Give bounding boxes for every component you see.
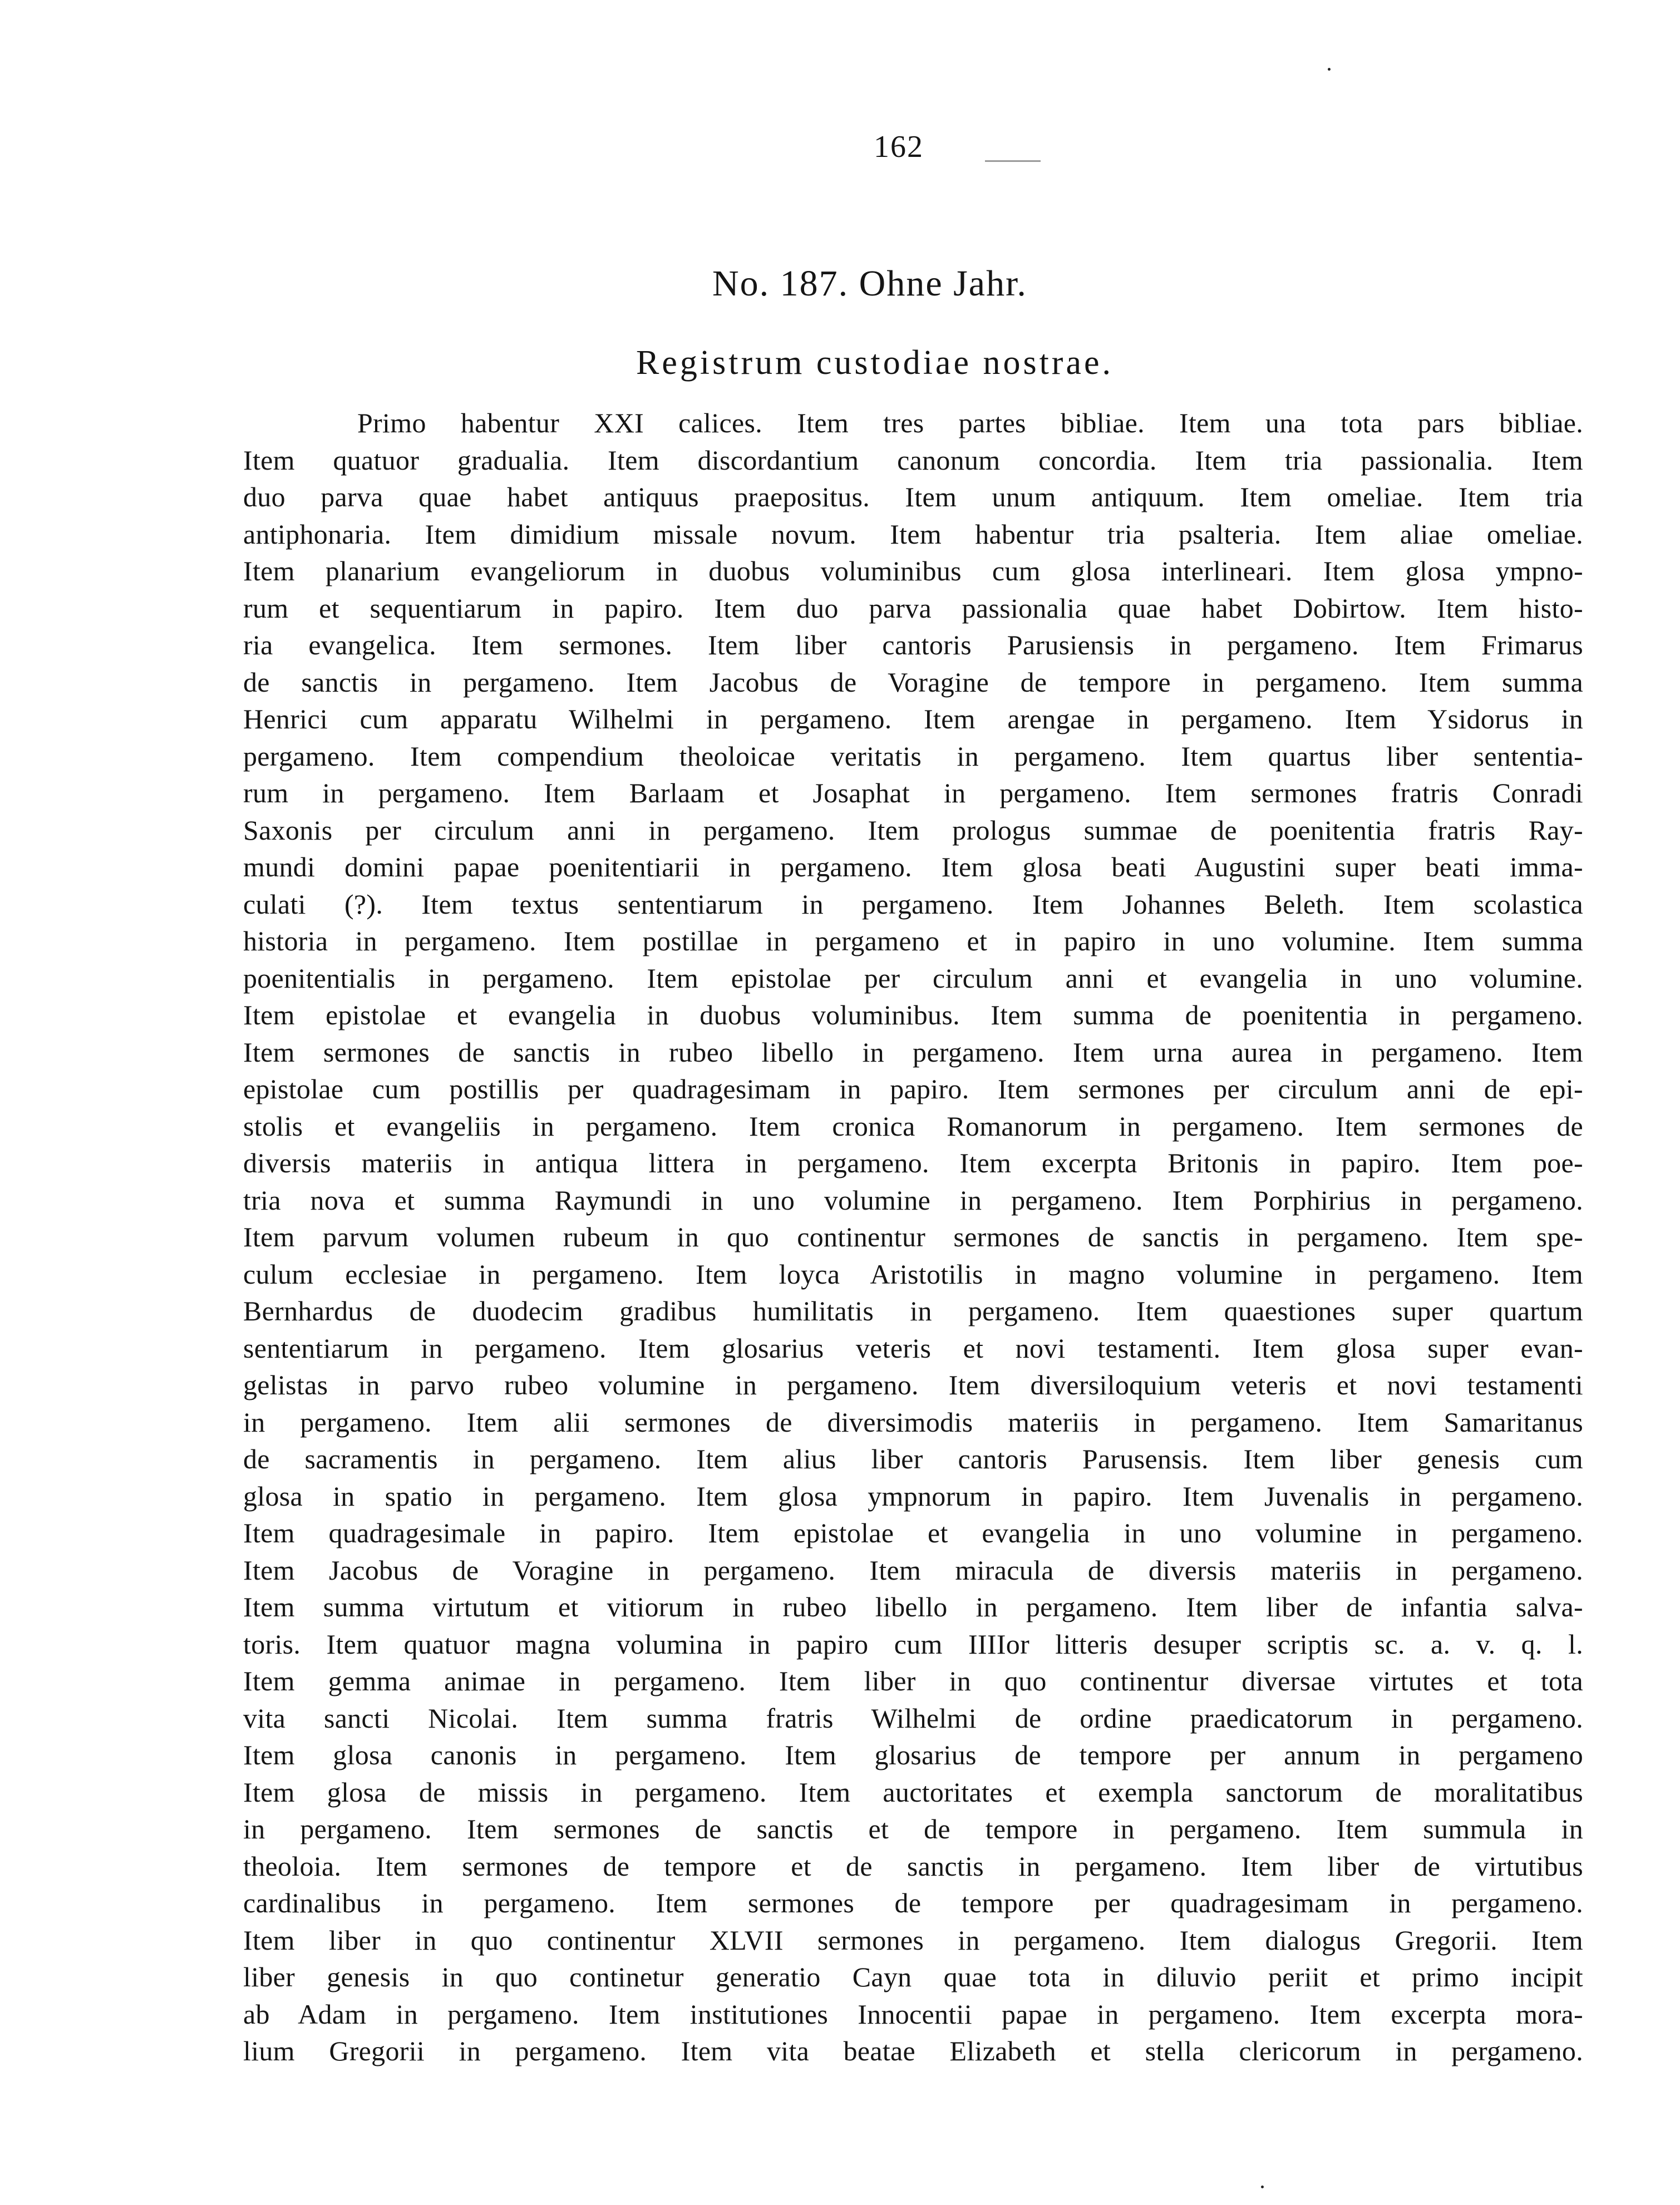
text-line: Henrici cum apparatu Wilhelmi in pergameno. Item arengae in pergameno. Item Ysidorus in	[243, 703, 1583, 734]
text-line: Item epistolae et evangelia in duobus voluminibus. Item summa de poenitentia in pergameno.	[243, 999, 1583, 1030]
text-line: mundi domini papae poenitentiarii in pergameno. Item glosa beati Augustini super beati imma-	[243, 851, 1583, 882]
text-line: ria evangelica. Item sermones. Item liber cantoris Parusiensis in pergameno. Item Frimarus	[243, 629, 1583, 660]
text-line: pergameno. Item compendium theoloicae veritatis in pergameno. Item quartus liber sententia-	[243, 740, 1583, 772]
text-line: Item quatuor gradualia. Item discordantium canonum concordia. Item tria passionalia. Item	[243, 444, 1583, 476]
text-line: antiphonaria. Item dimidium missale novum. Item habentur tria psalteria. Item aliae omeliae.	[243, 518, 1583, 550]
text-line: in pergameno. Item sermones de sanctis et de tempore in pergameno. Item summula in	[243, 1813, 1583, 1844]
document-subtitle: Registrum custodiae nostrae.	[636, 344, 1114, 382]
text-line: rum in pergameno. Item Barlaam et Josaphat in pergameno. Item sermones fratris Conradi	[243, 777, 1583, 808]
text-line: gelistas in parvo rubeo volumine in pergameno. Item diversiloquium veteris et novi testamenti	[243, 1369, 1583, 1400]
text-line: Item gemma animae in pergameno. Item liber in quo continentur diversae virtutes et tota	[243, 1665, 1583, 1696]
text-line: Item sermones de sanctis in rubeo libello in pergameno. Item urna aurea in pergameno. Item	[243, 1036, 1583, 1068]
text-line: rum et sequentiarum in papiro. Item duo parva passionalia quae habet Dobirtow. Item histo-	[243, 592, 1583, 624]
text-line: culati (?). Item textus sententiarum in pergameno. Item Johannes Beleth. Item scolastica	[243, 888, 1583, 920]
text-line: de sanctis in pergameno. Item Jacobus de Voragine de tempore in pergameno. Item summa	[243, 666, 1583, 698]
text-line: Item Jacobus de Voragine in pergameno. Item miracula de diversis materiis in pergameno.	[243, 1554, 1583, 1586]
text-line: Item glosa de missis in pergameno. Item auctoritates et exempla sanctorum de moralitatibus	[243, 1776, 1583, 1808]
text-line: Item summa virtutum et vitiorum in rubeo libello in pergameno. Item liber de infantia salva-	[243, 1591, 1583, 1622]
text-line: tria nova et summa Raymundi in uno volumine in pergameno. Item Porphirius in pergameno.	[243, 1184, 1583, 1216]
text-line: de sacramentis in pergameno. Item alius liber cantoris Parusensis. Item liber genesis cum	[243, 1443, 1583, 1474]
text-line: ab Adam in pergameno. Item institutiones Innocentii papae in pergameno. Item excerpta mora-	[243, 1998, 1583, 2030]
body-text	[243, 405, 1583, 2070]
text-line: Primo habentur XXI calices. Item tres partes bibliae. Item una tota pars bibliae.	[357, 407, 1583, 438]
text-line: Saxonis per circulum anni in pergameno. Item prologus summae de poenitentia fratris Ray-	[243, 814, 1583, 846]
text-line: diversis materiis in antiqua littera in pergameno. Item excerpta Britonis in papiro. Item poe-	[243, 1147, 1583, 1178]
text-line: vita sancti Nicolai. Item summa fratris Wilhelmi de ordine praedicatorum in pergameno.	[243, 1702, 1583, 1734]
text-line: cardinalibus in pergameno. Item sermones de tempore per quadragesimam in pergameno.	[243, 1887, 1583, 1918]
text-line: duo parva quae habet antiquus praepositus. Item unum antiquum. Item omeliae. Item tria	[243, 481, 1583, 512]
text-line: toris. Item quatuor magna volumina in papiro cum IIIIor litteris desuper scriptis sc. a. v. q. l.	[243, 1628, 1583, 1660]
text-line: sententiarum in pergameno. Item glosarius veteris et novi testamenti. Item glosa super evan-	[243, 1332, 1583, 1364]
text-line: Bernhardus de duodecim gradibus humilitatis in pergameno. Item quaestiones super quartum	[243, 1295, 1583, 1326]
document-title: No. 187. Ohne Jahr.	[712, 263, 1027, 304]
scan-speck	[1261, 2186, 1264, 2188]
text-line: glosa in spatio in pergameno. Item glosa ympnorum in papiro. Item Juvenalis in pergameno.	[243, 1480, 1583, 1512]
text-line: lium Gregorii in pergameno. Item vita beatae Elizabeth et stella clericorum in pergameno.	[243, 2035, 1583, 2066]
text-line: Item glosa canonis in pergameno. Item glosarius de tempore per annum in pergameno	[243, 1739, 1583, 1770]
scan-speck	[1328, 68, 1331, 71]
text-line: liber genesis in quo continetur generatio Cayn quae tota in diluvio periit et primo incipit	[243, 1961, 1583, 1992]
page-number-dash	[985, 160, 1041, 162]
text-line: stolis et evangeliis in pergameno. Item cronica Romanorum in pergameno. Item sermones de	[243, 1110, 1583, 1142]
text-line: theoloia. Item sermones de tempore et de sanctis in pergameno. Item liber de virtutibus	[243, 1850, 1583, 1882]
text-line: poenitentialis in pergameno. Item epistolae per circulum anni et evangelia in uno volumine.	[243, 962, 1583, 994]
text-line: Item planarium evangeliorum in duobus voluminibus cum glosa interlineari. Item glosa ympno-	[243, 555, 1583, 586]
text-line: historia in pergameno. Item postillae in pergameno et in papiro in uno volumine. Item summa	[243, 925, 1583, 956]
text-line: Item liber in quo continentur XLVII sermones in pergameno. Item dialogus Gregorii. Item	[243, 1924, 1583, 1956]
text-line: culum ecclesiae in pergameno. Item loyca Aristotilis in magno volumine in pergameno. Item	[243, 1258, 1583, 1290]
page-number: 162	[874, 130, 924, 164]
text-line: in pergameno. Item alii sermones de diversimodis materiis in pergameno. Item Samaritanus	[243, 1406, 1583, 1438]
text-line: Item quadragesimale in papiro. Item epistolae et evangelia in uno volumine in pergameno.	[243, 1517, 1583, 1548]
text-line: epistolae cum postillis per quadragesimam in papiro. Item sermones per circulum anni de epi-	[243, 1073, 1583, 1104]
text-line: Item parvum volumen rubeum in quo continentur sermones de sanctis in pergameno. Item spe-	[243, 1221, 1583, 1252]
